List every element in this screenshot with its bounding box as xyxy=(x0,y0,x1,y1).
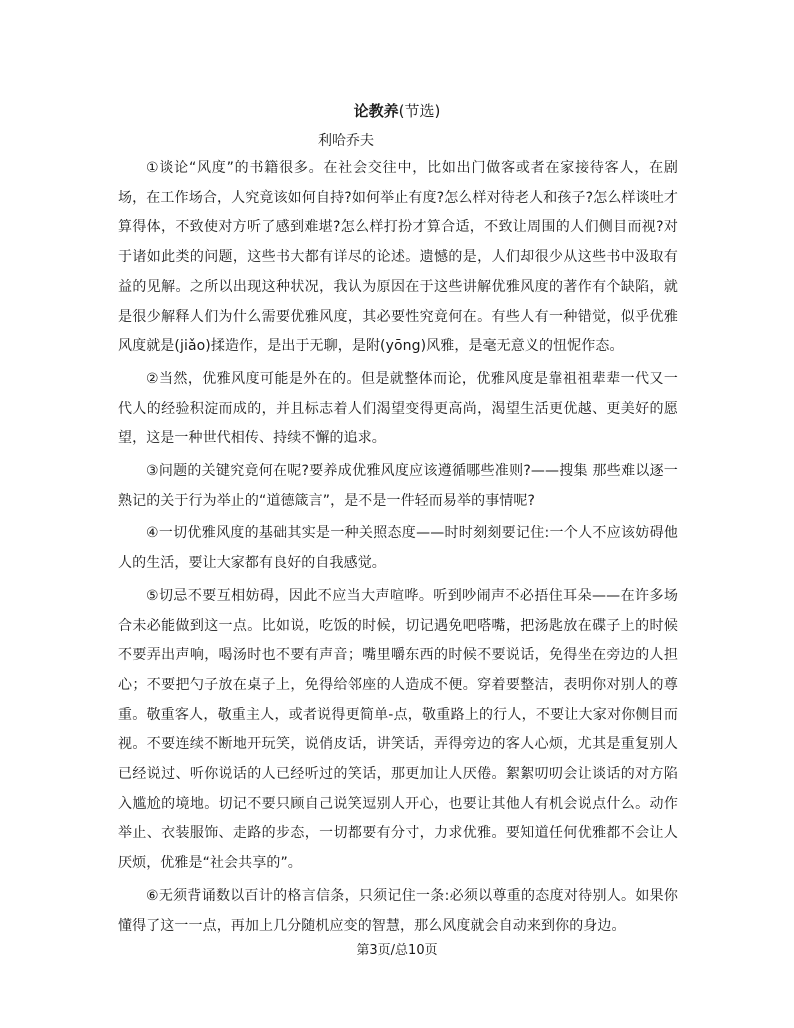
paragraph-4: ④一切优雅风度的基础其实是一种关照态度——时时刻刻要记住:一个人不应该妨碍他人的生活，要让大家都有良好的自我感觉。 xyxy=(118,525,678,572)
page-number: 第3页/总10页 xyxy=(356,943,438,958)
author-name: 利哈乔夫 xyxy=(318,133,374,149)
paragraph-3: ③问题的关键究竟何在呢?要养成优雅风度应该遵循哪些准则?——搜集 那些难以逐一熟记的关于行为举止的“道德箴言”，是不是一件轻而易举的事情呢? xyxy=(118,463,678,509)
article-body xyxy=(118,154,678,944)
paragraph-2: ②当然，优雅风度可能是外在的。但是就整体而论，优雅风度是靠祖祖辈辈一代又一代人的经验积淀而成的，并且标志着人们渴望变得更高尚，渴望生活更优越、更美好的愿望，这是一种世代相传、持续不懈的追求。 xyxy=(118,370,678,447)
title-note: (节选) xyxy=(398,102,441,120)
paragraph-6: ⑥无须背诵数以百计的格言信条，只须记住一条:必须以尊重的态度对待别人。如果你懂得了这一一点，再加上几分随机应变的智慧，那么风度就会自动来到你的身边。 xyxy=(118,887,678,934)
paragraph-5: ⑤切忌不要互相妨碍，因此不应当大声喧哗。听到吵闹声不必捂住耳朵——在许多场合未必能做到这一点。比如说，吃饭的时候，切记遇免吧嗒嘴，把汤匙放在碟子上的时候不要弄出声响，喝汤时也不要有声音；嘴里嚼东西的时候不要说话，免得坐在旁边的人担心；不要把勺子放在桌子上，免得给邻座的人造成不便。穿着要整洁，表明你对别人的尊重。敬重客人，敬重主人，或者说得更简单-点，敬重路上的行人，不要让大家对你侧目而视。不要连续不断地开玩笑，说俏皮话，讲笑话，弄得旁边的客人心烦，尤其是重复别人已经说过、听你说话的人已经听过的笑话，那更加让人厌倦。絮絮叨叨会让谈话的对方陷入尴尬的境地。切记不要只顾自己说笑逗别人开心，也要让其他人有机会说点什么。动作举止、衣装服饰、走路的步态，一切都要有分寸，力求优雅。要知道任何优雅都不会让人厌烦，优雅是“社会共享的”。 xyxy=(118,587,678,872)
article-title xyxy=(0,100,794,122)
paragraph-1: ①谈论“风度”的书籍很多。在社会交往中，比如出门做客或者在家接待客人，在剧场，在工作场合，人究竟该如何自持?如何举止有度?怎么样对待老人和孩子?怎么样谈吐才算得体，不致使对方听了感到难堪?怎么样打扮才算合适，不致让周围的人们侧目而视?对于诸如此类的问题，这些书大都有详尽的论述。遗憾的是，人们却很少从这些书中汲取有益的见解。之所以出现这种状况，我认为原因在于这些讲解优雅风度的著作有个缺陷，就是很少解释人们为什么需要优雅风度，其必要性究竟何在。有些人有一种错觉，似乎优雅风度就是(jiǎo)揉造作，是出于无聊，是附(yōng)风雅，是毫无意义的忸怩作态。 xyxy=(118,160,678,355)
title-main: 论教养 xyxy=(353,102,399,120)
